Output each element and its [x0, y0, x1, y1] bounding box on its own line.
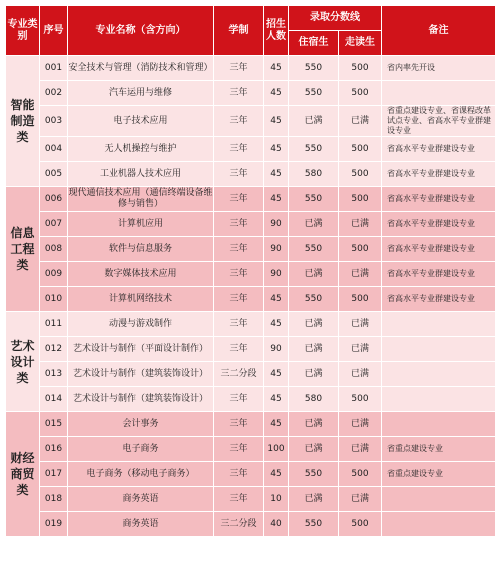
duration-cell: 三年	[214, 212, 264, 237]
major-name-cell: 软件与信息服务	[68, 237, 214, 262]
boarding-score-cell: 已满	[289, 337, 339, 362]
enroll-cell: 45	[264, 362, 289, 387]
boarding-score-cell: 550	[289, 187, 339, 212]
seq-cell: 001	[40, 56, 68, 81]
duration-cell: 三年	[214, 106, 264, 137]
duration-cell: 三年	[214, 462, 264, 487]
admission-table	[5, 5, 496, 537]
boarding-score-cell: 580	[289, 162, 339, 187]
header-day: 走读生	[339, 31, 382, 56]
table-row	[6, 106, 496, 137]
enroll-cell: 10	[264, 487, 289, 512]
seq-cell: 014	[40, 387, 68, 412]
major-name-cell: 电子商务（移动电子商务）	[68, 462, 214, 487]
enroll-cell: 40	[264, 512, 289, 537]
day-score-cell: 500	[339, 187, 382, 212]
header-seq: 序号	[40, 6, 68, 56]
boarding-score-cell: 已满	[289, 487, 339, 512]
boarding-score-cell: 550	[289, 237, 339, 262]
day-score-cell: 已满	[339, 437, 382, 462]
table-row	[6, 362, 496, 387]
major-name-cell: 无人机操控与维护	[68, 137, 214, 162]
seq-cell: 011	[40, 312, 68, 337]
table-body	[6, 56, 496, 537]
note-cell: 省高水平专业群建设专业	[382, 287, 496, 312]
duration-cell: 三年	[214, 412, 264, 437]
major-name-cell: 工业机器人技术应用	[68, 162, 214, 187]
enroll-cell: 45	[264, 287, 289, 312]
seq-cell: 002	[40, 81, 68, 106]
duration-cell: 三年	[214, 187, 264, 212]
boarding-score-cell: 已满	[289, 212, 339, 237]
table-row	[6, 262, 496, 287]
day-score-cell: 已满	[339, 212, 382, 237]
note-cell: 省高水平专业群建设专业	[382, 262, 496, 287]
table-row	[6, 337, 496, 362]
admission-table-container	[5, 5, 496, 537]
major-name-cell: 计算机网络技术	[68, 287, 214, 312]
header-duration: 学制	[214, 6, 264, 56]
table-row	[6, 81, 496, 106]
duration-cell: 三年	[214, 162, 264, 187]
seq-cell: 003	[40, 106, 68, 137]
category-cell: 智能制造类	[6, 56, 40, 187]
header-note: 备注	[382, 6, 496, 56]
duration-cell: 三年	[214, 387, 264, 412]
day-score-cell: 500	[339, 81, 382, 106]
seq-cell: 006	[40, 187, 68, 212]
day-score-cell: 500	[339, 287, 382, 312]
note-cell: 省高水平专业群建设专业	[382, 162, 496, 187]
day-score-cell: 500	[339, 137, 382, 162]
note-cell	[382, 337, 496, 362]
note-cell	[382, 487, 496, 512]
note-cell	[382, 362, 496, 387]
table-row	[6, 162, 496, 187]
enroll-cell: 90	[264, 237, 289, 262]
table-row	[6, 287, 496, 312]
table-row	[6, 187, 496, 212]
table-row	[6, 487, 496, 512]
duration-cell: 三年	[214, 487, 264, 512]
major-name-cell: 动漫与游戏制作	[68, 312, 214, 337]
major-name-cell: 艺术设计与制作（平面设计制作）	[68, 337, 214, 362]
enroll-cell: 45	[264, 162, 289, 187]
day-score-cell: 已满	[339, 106, 382, 137]
boarding-score-cell: 550	[289, 462, 339, 487]
seq-cell: 008	[40, 237, 68, 262]
major-name-cell: 商务英语	[68, 487, 214, 512]
seq-cell: 010	[40, 287, 68, 312]
boarding-score-cell: 550	[289, 81, 339, 106]
major-name-cell: 艺术设计与制作（建筑装饰设计）	[68, 387, 214, 412]
note-cell: 省高水平专业群建设专业	[382, 237, 496, 262]
day-score-cell: 500	[339, 162, 382, 187]
table-row	[6, 412, 496, 437]
enroll-cell: 45	[264, 412, 289, 437]
table-row	[6, 212, 496, 237]
seq-cell: 005	[40, 162, 68, 187]
duration-cell: 三年	[214, 137, 264, 162]
note-cell	[382, 387, 496, 412]
boarding-score-cell: 580	[289, 387, 339, 412]
major-name-cell: 艺术设计与制作（建筑装饰设计）	[68, 362, 214, 387]
enroll-cell: 45	[264, 106, 289, 137]
duration-cell: 三年	[214, 237, 264, 262]
enroll-cell: 90	[264, 337, 289, 362]
header-name: 专业名称（含方向）	[68, 6, 214, 56]
major-name-cell: 商务英语	[68, 512, 214, 537]
header-score-group: 录取分数线	[289, 6, 382, 31]
duration-cell: 三年	[214, 312, 264, 337]
boarding-score-cell: 550	[289, 512, 339, 537]
note-cell	[382, 412, 496, 437]
duration-cell: 三年	[214, 437, 264, 462]
seq-cell: 009	[40, 262, 68, 287]
enroll-cell: 45	[264, 387, 289, 412]
day-score-cell: 500	[339, 512, 382, 537]
major-name-cell: 会计事务	[68, 412, 214, 437]
day-score-cell: 已满	[339, 412, 382, 437]
day-score-cell: 已满	[339, 362, 382, 387]
boarding-score-cell: 550	[289, 137, 339, 162]
seq-cell: 019	[40, 512, 68, 537]
enroll-cell: 45	[264, 137, 289, 162]
major-name-cell: 电子技术应用	[68, 106, 214, 137]
enroll-cell: 45	[264, 56, 289, 81]
enroll-cell: 45	[264, 187, 289, 212]
note-cell: 省内率先开设	[382, 56, 496, 81]
duration-cell: 三年	[214, 56, 264, 81]
seq-cell: 018	[40, 487, 68, 512]
major-name-cell: 计算机应用	[68, 212, 214, 237]
boarding-score-cell: 550	[289, 287, 339, 312]
enroll-cell: 90	[264, 262, 289, 287]
boarding-score-cell: 已满	[289, 262, 339, 287]
seq-cell: 017	[40, 462, 68, 487]
category-cell: 财经商贸类	[6, 412, 40, 537]
table-row	[6, 512, 496, 537]
duration-cell: 三二分段	[214, 512, 264, 537]
day-score-cell: 500	[339, 387, 382, 412]
duration-cell: 三年	[214, 262, 264, 287]
duration-cell: 三年	[214, 81, 264, 106]
note-cell: 省高水平专业群建设专业	[382, 212, 496, 237]
header-row-top	[6, 6, 496, 31]
day-score-cell: 已满	[339, 337, 382, 362]
seq-cell: 015	[40, 412, 68, 437]
note-cell: 省重点建设专业、省课程改革试点专业、省高水平专业群建设专业	[382, 106, 496, 137]
note-cell: 省重点建设专业	[382, 462, 496, 487]
table-row	[6, 137, 496, 162]
day-score-cell: 已满	[339, 262, 382, 287]
major-name-cell: 现代通信技术应用（通信终端设备维修与销售）	[68, 187, 214, 212]
table-row	[6, 462, 496, 487]
boarding-score-cell: 已满	[289, 362, 339, 387]
day-score-cell: 已满	[339, 312, 382, 337]
enroll-cell: 45	[264, 312, 289, 337]
header-category: 专业类别	[6, 6, 40, 56]
note-cell: 省高水平专业群建设专业	[382, 187, 496, 212]
seq-cell: 016	[40, 437, 68, 462]
major-name-cell: 电子商务	[68, 437, 214, 462]
major-name-cell: 安全技术与管理（消防技术和管理）	[68, 56, 214, 81]
day-score-cell: 500	[339, 56, 382, 81]
header-enroll: 招生人数	[264, 6, 289, 56]
boarding-score-cell: 550	[289, 56, 339, 81]
note-cell: 省重点建设专业	[382, 437, 496, 462]
table-row	[6, 437, 496, 462]
table-row	[6, 387, 496, 412]
category-cell: 信息工程类	[6, 187, 40, 312]
seq-cell: 004	[40, 137, 68, 162]
boarding-score-cell: 已满	[289, 412, 339, 437]
duration-cell: 三二分段	[214, 362, 264, 387]
note-cell	[382, 81, 496, 106]
note-cell	[382, 512, 496, 537]
header-boarding: 住宿生	[289, 31, 339, 56]
major-name-cell: 数字媒体技术应用	[68, 262, 214, 287]
seq-cell: 012	[40, 337, 68, 362]
category-cell: 艺术设计类	[6, 312, 40, 412]
major-name-cell: 汽车运用与维修	[68, 81, 214, 106]
enroll-cell: 100	[264, 437, 289, 462]
note-cell: 省高水平专业群建设专业	[382, 137, 496, 162]
boarding-score-cell: 已满	[289, 312, 339, 337]
table-row	[6, 237, 496, 262]
day-score-cell: 500	[339, 462, 382, 487]
table-row	[6, 56, 496, 81]
day-score-cell: 已满	[339, 487, 382, 512]
duration-cell: 三年	[214, 287, 264, 312]
seq-cell: 013	[40, 362, 68, 387]
enroll-cell: 45	[264, 81, 289, 106]
boarding-score-cell: 已满	[289, 437, 339, 462]
boarding-score-cell: 已满	[289, 106, 339, 137]
table-row	[6, 312, 496, 337]
enroll-cell: 90	[264, 212, 289, 237]
seq-cell: 007	[40, 212, 68, 237]
enroll-cell: 45	[264, 462, 289, 487]
duration-cell: 三年	[214, 337, 264, 362]
note-cell	[382, 312, 496, 337]
day-score-cell: 500	[339, 237, 382, 262]
